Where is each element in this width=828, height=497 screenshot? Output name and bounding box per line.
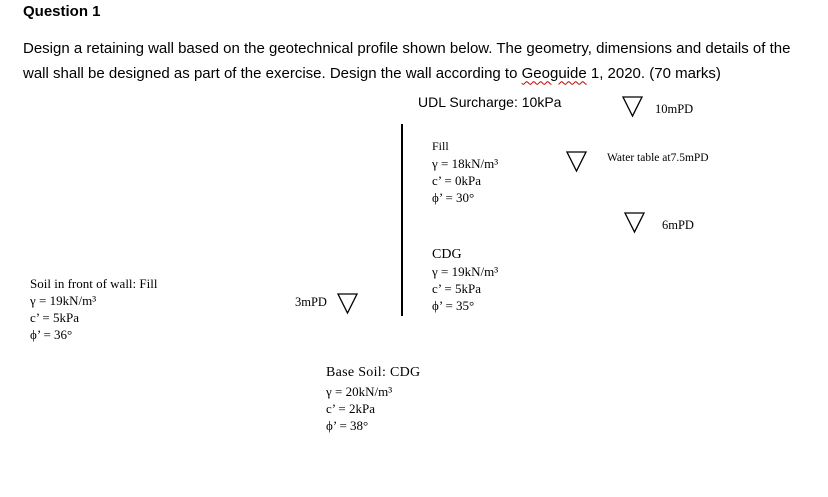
base-soil-properties xyxy=(326,364,420,434)
level-marker-6mpd-icon xyxy=(624,212,646,234)
cdg-cohesion: c’ = 5kPa xyxy=(432,281,481,296)
cdg-properties xyxy=(432,246,498,314)
cdg-name: CDG xyxy=(432,247,462,262)
front-soil-properties xyxy=(30,275,157,343)
fill-gamma: γ = 18kN/m³ xyxy=(432,156,499,171)
fill-friction-angle: ϕ’ = 30° xyxy=(432,190,475,205)
question-heading: Question 1 xyxy=(23,3,101,20)
front-soil-cohesion: c’ = 5kPa xyxy=(30,310,79,325)
question-text-part2: 1, 2020. (70 marks) xyxy=(586,64,721,82)
retaining-wall-line xyxy=(401,124,403,316)
level-10mpd-label: 10mPD xyxy=(655,102,694,116)
level-marker-3mpd-icon xyxy=(337,293,359,315)
question-text xyxy=(23,37,813,86)
base-soil-friction-angle: ϕ’ = 38° xyxy=(326,418,369,433)
base-soil-cohesion: c’ = 2kPa xyxy=(326,401,375,416)
cdg-friction-angle: ϕ’ = 35° xyxy=(432,298,475,313)
front-soil-gamma: γ = 19kN/m³ xyxy=(30,293,97,308)
level-3mpd-label: 3mPD xyxy=(295,295,327,309)
front-soil-friction-angle: ϕ’ = 36° xyxy=(30,327,73,342)
cdg-gamma: γ = 19kN/m³ xyxy=(432,264,499,279)
base-soil-gamma: γ = 20kN/m³ xyxy=(326,384,393,399)
question-text-part1: Design a retaining wall based on the geotechnical profile shown below. The geometry, dimensions and details of the wall shall be designed as part of the exercise. Design the wall according to xyxy=(23,40,791,82)
level-6mpd-label: 6mPD xyxy=(662,218,694,232)
front-soil-name: Soil in front of wall: Fill xyxy=(30,276,158,291)
fill-name: Fill xyxy=(432,139,449,153)
water-table-marker-icon xyxy=(566,151,588,173)
base-soil-name: Base Soil: CDG xyxy=(326,365,421,380)
fill-cohesion: c’ = 0kPa xyxy=(432,173,481,188)
geoguide-reference: Geoguide xyxy=(521,64,587,82)
level-marker-10mpd-icon xyxy=(622,96,644,118)
water-table-label: Water table at7.5mPD xyxy=(607,152,709,164)
surcharge-label: UDL Surcharge: 10kPa xyxy=(418,94,562,110)
fill-properties xyxy=(432,138,498,206)
